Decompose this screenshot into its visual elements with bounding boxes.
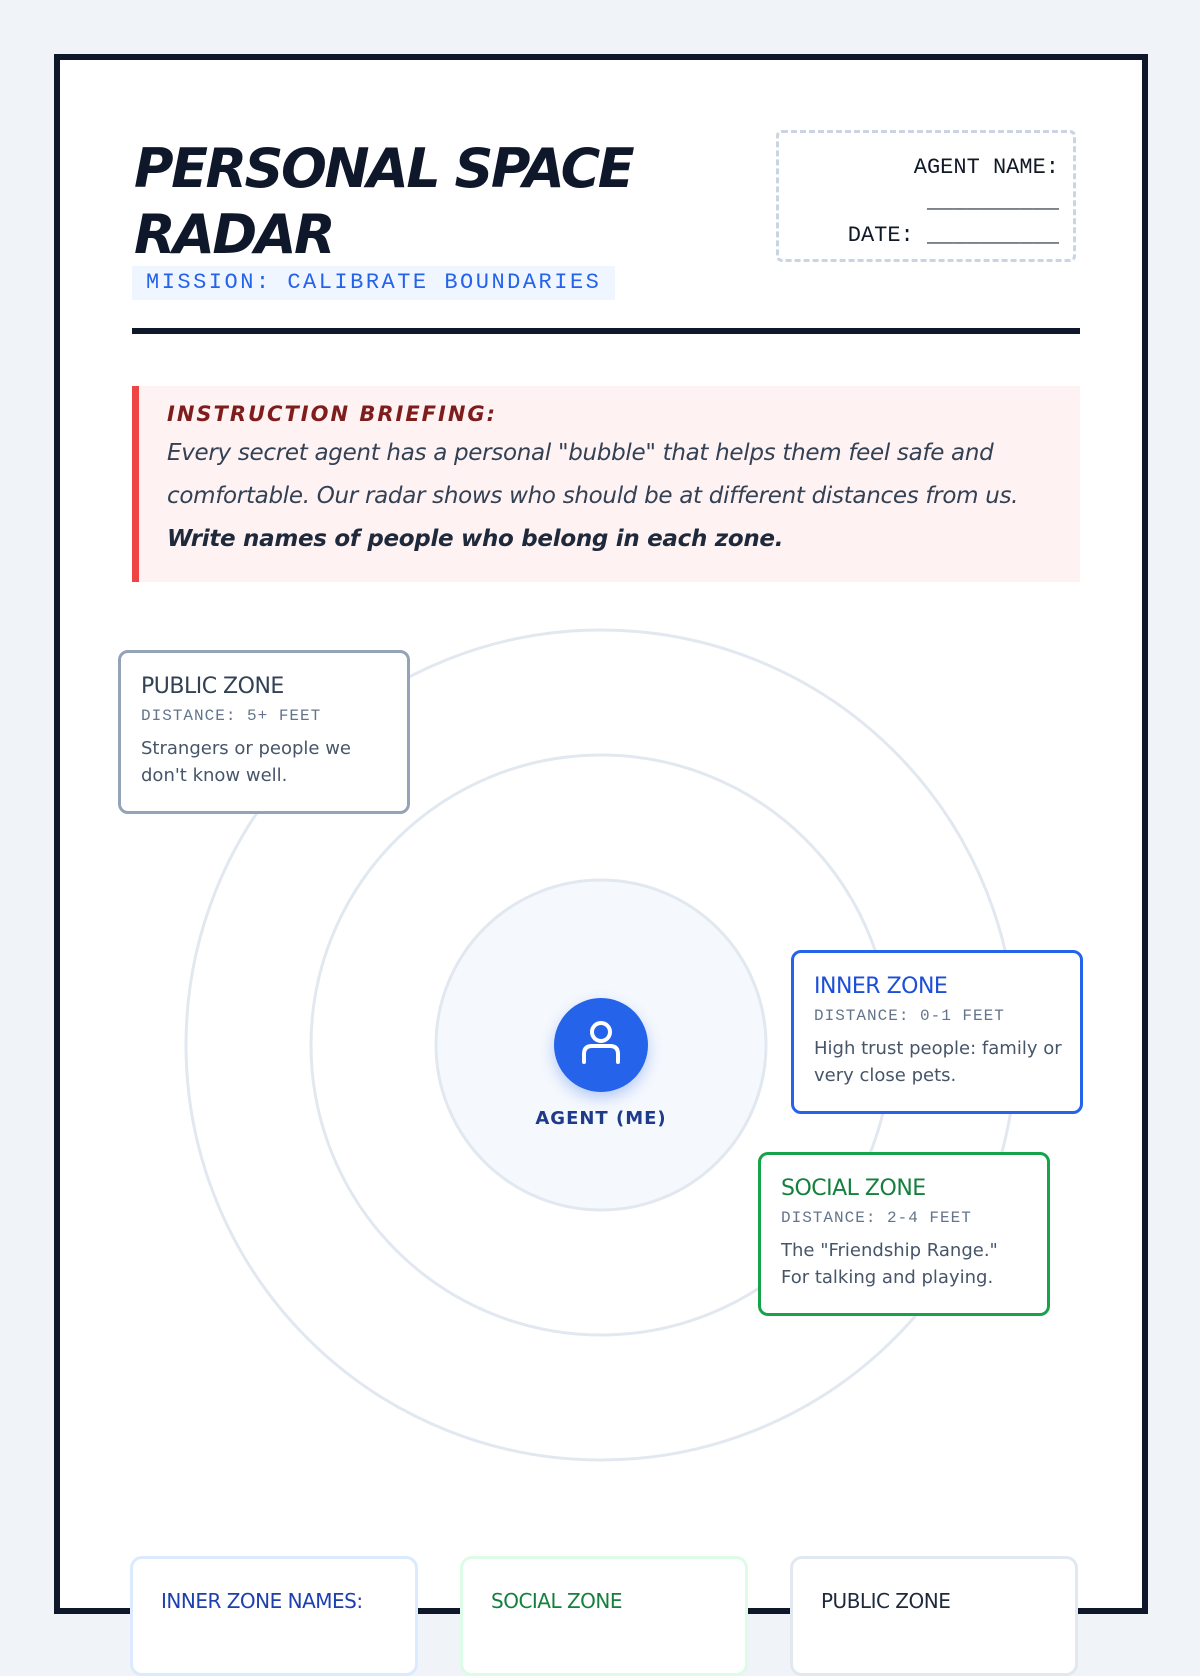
- agent-name-blank[interactable]: __________: [926, 189, 1059, 214]
- social-zone-names-title: SOCIAL ZONE: [491, 1589, 623, 1613]
- agent-label: AGENT (ME): [535, 1108, 667, 1129]
- social-zone-name: SOCIAL ZONE: [781, 1176, 926, 1201]
- person-icon: [579, 1020, 623, 1066]
- inner-zone-name: INNER ZONE: [814, 974, 948, 999]
- social-zone-card: [758, 1152, 1050, 1316]
- public-zone-distance: DISTANCE: 5+ FEET: [141, 707, 322, 725]
- agent-name-label: AGENT NAME:: [913, 155, 1059, 180]
- social-zone-names-box[interactable]: [460, 1556, 748, 1676]
- worksheet-page: [54, 54, 1148, 1614]
- briefing-instruction: Write names of people who belong in each zone.: [167, 526, 784, 552]
- mission-tag: MISSION: CALIBRATE BOUNDARIES: [132, 266, 615, 300]
- public-zone-names-box[interactable]: [790, 1556, 1078, 1676]
- inner-zone-card: [791, 950, 1083, 1114]
- agent-avatar: [554, 998, 648, 1092]
- date-blank[interactable]: __________: [926, 223, 1059, 248]
- page-title: PERSONAL SPACE RADAR: [134, 137, 633, 266]
- inner-zone-description: High trust people: family or very close pets.: [814, 1038, 1062, 1086]
- briefing-title: INSTRUCTION BRIEFING:: [167, 402, 498, 426]
- date-label: DATE:: [847, 223, 914, 248]
- inner-zone-names-title: INNER ZONE NAMES:: [161, 1589, 363, 1613]
- inner-zone-distance: DISTANCE: 0-1 FEET: [814, 1007, 1005, 1025]
- social-zone-description: The "Friendship Range." For talking and playing.: [781, 1240, 998, 1288]
- public-zone-card: [118, 650, 410, 814]
- radar-diagram: [60, 60, 1154, 1620]
- briefing-text: Every secret agent has a personal "bubble" that helps them feel safe and comfortable. Our radar shows who should be at different distances from us.: [167, 440, 1019, 509]
- social-zone-distance: DISTANCE: 2-4 FEET: [781, 1209, 972, 1227]
- public-zone-name: PUBLIC ZONE: [141, 674, 284, 699]
- public-zone-description: Strangers or people we don't know well.: [141, 738, 351, 786]
- public-zone-names-title: PUBLIC ZONE: [821, 1589, 951, 1613]
- inner-zone-names-box[interactable]: [130, 1556, 418, 1676]
